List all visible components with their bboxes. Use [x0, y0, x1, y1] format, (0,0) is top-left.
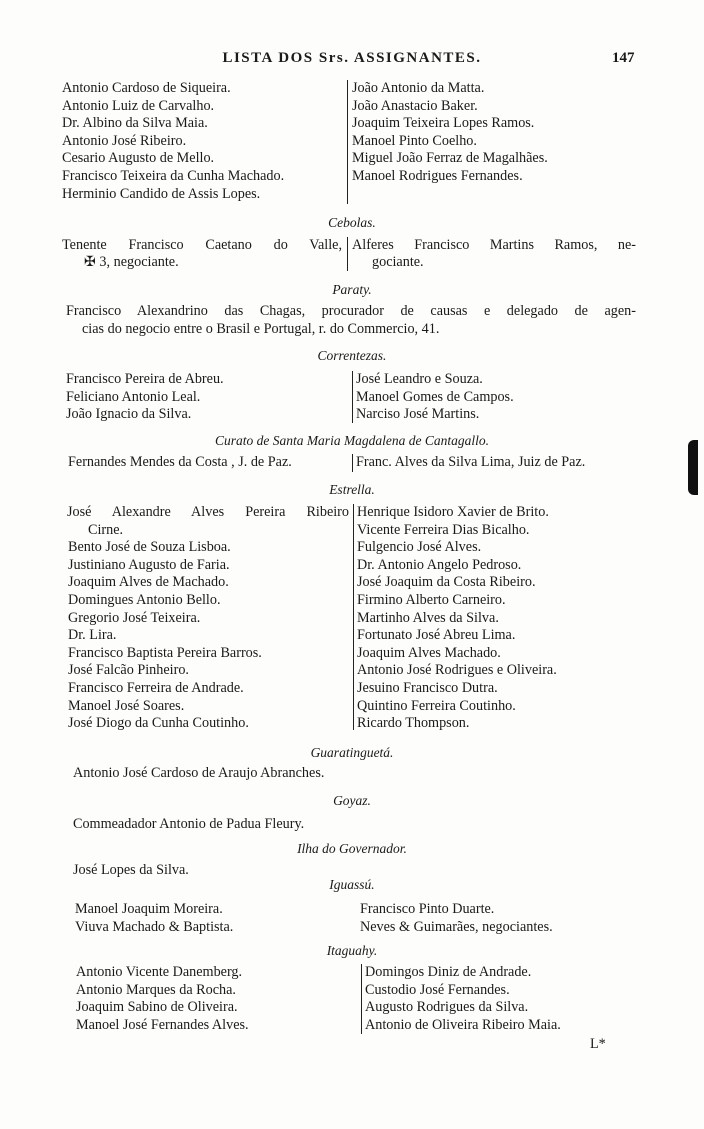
- section-heading-curato: Curato de Santa Maria Magdalena de Cantagallo.: [214, 433, 490, 448]
- list-entry: Vicente Ferreira Dias Bicalho.: [357, 521, 530, 538]
- list-entry: Manoel Joaquim Moreira.: [75, 901, 223, 917]
- list-entry: Antonio Cardoso de Siqueira.: [62, 80, 231, 96]
- list-entry: Manoel José Soares.: [68, 697, 185, 714]
- list-entry: Francisco Alexandrino das Chagas, procurador de causas e delegado de agen-: [66, 303, 636, 319]
- column-divider: [347, 80, 348, 204]
- list-entry: Jesuino Francisco Dutra.: [357, 680, 498, 696]
- list-entry: José Lopes da Silva.: [73, 862, 189, 878]
- signature-mark: L*: [590, 1036, 606, 1052]
- list-entry: Martinho Alves da Silva.: [357, 609, 499, 626]
- list-entry: Fulgencio José Alves.: [357, 539, 482, 556]
- column-divider: [352, 454, 353, 472]
- column-divider: [347, 237, 348, 271]
- list-entry: Joaquim Alves de Machado.: [68, 574, 229, 591]
- list-entry: Narciso José Martins.: [356, 406, 480, 423]
- section-heading-correntezas: Correntezas.: [317, 348, 387, 363]
- list-entry: Firmino Alberto Carneiro.: [357, 592, 506, 608]
- list-entry: Antonio de Oliveira Ribeiro Maia.: [365, 1016, 561, 1033]
- list-entry: Antonio Vicente Danemberg.: [76, 964, 243, 980]
- column-divider: [353, 504, 354, 730]
- section-heading-iguassu: Iguassú.: [329, 877, 375, 892]
- list-entry: Joaquim Alves Machado.: [357, 644, 501, 661]
- section-heading-goyaz: Goyaz.: [333, 793, 371, 808]
- list-entry: José Joaquim da Costa Ribeiro.: [357, 574, 536, 591]
- list-entry: Fernandes Mendes da Costa , J. de Paz.: [68, 454, 292, 470]
- list-entry: ✠ 3, negociante.: [84, 254, 179, 270]
- list-entry: Fortunato José Abreu Lima.: [357, 627, 516, 644]
- list-entry: Henrique Isidoro Xavier de Brito.: [357, 504, 549, 520]
- list-entry: Domingos Diniz de Andrade.: [365, 964, 532, 980]
- list-entry: Manoel Gomes de Campos.: [356, 388, 514, 405]
- list-entry: Francisco Baptista Pereira Barros.: [68, 644, 262, 661]
- list-entry: Dr. Lira.: [68, 627, 117, 644]
- list-entry: Miguel João Ferraz de Magalhães.: [352, 150, 548, 167]
- column-divider: [361, 964, 362, 1034]
- list-entry: Augusto Rodrigues da Silva.: [365, 999, 529, 1016]
- section-heading-ilha-do-governador: Ilha do Governador.: [297, 841, 407, 856]
- list-entry: Cirne.: [88, 521, 124, 538]
- list-entry: Francisco Pereira de Abreu.: [66, 371, 224, 387]
- list-entry: Tenente Francisco Caetano do Valle,: [62, 237, 342, 253]
- list-entry: Francisco Ferreira de Andrade.: [68, 680, 244, 696]
- list-entry: Custodio José Fernandes.: [365, 981, 510, 998]
- list-entry: Joaquim Teixeira Lopes Ramos.: [352, 115, 535, 132]
- column-divider: [352, 371, 353, 423]
- list-entry: João Ignacio da Silva.: [66, 406, 192, 423]
- list-entry: Antonio José Cardoso de Araujo Abranches.: [73, 765, 325, 781]
- list-entry: Herminio Candido de Assis Lopes.: [62, 185, 261, 202]
- list-entry: Manoel Rodrigues Fernandes.: [352, 168, 523, 184]
- list-entry: Gregorio José Teixeira.: [68, 609, 201, 626]
- list-entry: Joaquim Sabino de Oliveira.: [76, 999, 238, 1016]
- page-number: 147: [612, 50, 635, 66]
- list-entry: gociante.: [372, 254, 424, 270]
- list-entry: Antonio José Ribeiro.: [62, 132, 187, 149]
- list-entry: Bento José de Souza Lisboa.: [68, 539, 231, 556]
- section-heading-estrella: Estrella.: [329, 482, 375, 497]
- list-entry: Feliciano Antonio Leal.: [66, 388, 201, 405]
- section-heading-itaguahy: Itaguahy.: [326, 943, 378, 958]
- list-entry: Antonio Marques da Rocha.: [76, 981, 236, 998]
- running-header-title: LISTA DOS Srs. ASSIGNANTES.: [222, 50, 482, 66]
- list-entry: Neves & Guimarães, negociantes.: [360, 918, 553, 935]
- list-entry: José Leandro e Souza.: [356, 371, 483, 387]
- list-entry: cias do negocio entre o Brasil e Portugal, r. do Commercio, 41.: [82, 321, 440, 337]
- section-heading-cebolas: Cebolas.: [328, 215, 376, 230]
- section-heading-guaratingueta: Guaratinguetá.: [310, 745, 394, 760]
- list-entry: José Falcão Pinheiro.: [68, 662, 189, 679]
- list-entry: Dr. Antonio Angelo Pedroso.: [357, 556, 522, 573]
- list-entry: Dr. Albino da Silva Maia.: [62, 115, 208, 132]
- list-entry: Cesario Augusto de Mello.: [62, 150, 215, 167]
- list-entry: Antonio José Rodrigues e Oliveira.: [357, 662, 557, 679]
- list-entry: Francisco Pinto Duarte.: [360, 901, 495, 917]
- list-entry: Manoel Pinto Coelho.: [352, 132, 477, 149]
- section-heading-paraty: Paraty.: [332, 282, 372, 297]
- list-entry: Franc. Alves da Silva Lima, Juiz de Paz.: [356, 454, 586, 470]
- list-entry: José Diogo da Cunha Coutinho.: [68, 715, 249, 732]
- list-entry: Quintino Ferreira Coutinho.: [357, 697, 516, 714]
- list-entry: Ricardo Thompson.: [357, 715, 470, 732]
- list-entry: Commeadador Antonio de Padua Fleury.: [73, 816, 305, 832]
- list-entry: Manoel José Fernandes Alves.: [76, 1016, 249, 1033]
- list-entry: Justiniano Augusto de Faria.: [68, 556, 230, 573]
- list-entry: João Antonio da Matta.: [352, 80, 485, 96]
- list-entry: Domingues Antonio Bello.: [68, 592, 221, 608]
- list-entry: Alferes Francisco Martins Ramos, ne-: [352, 237, 636, 253]
- list-entry: Viuva Machado & Baptista.: [75, 918, 234, 935]
- list-entry: José Alexandre Alves Pereira Ribeiro: [67, 504, 349, 520]
- list-entry: Francisco Teixeira da Cunha Machado.: [62, 168, 285, 184]
- list-entry: Antonio Luiz de Carvalho.: [62, 97, 215, 114]
- list-entry: João Anastacio Baker.: [352, 97, 478, 114]
